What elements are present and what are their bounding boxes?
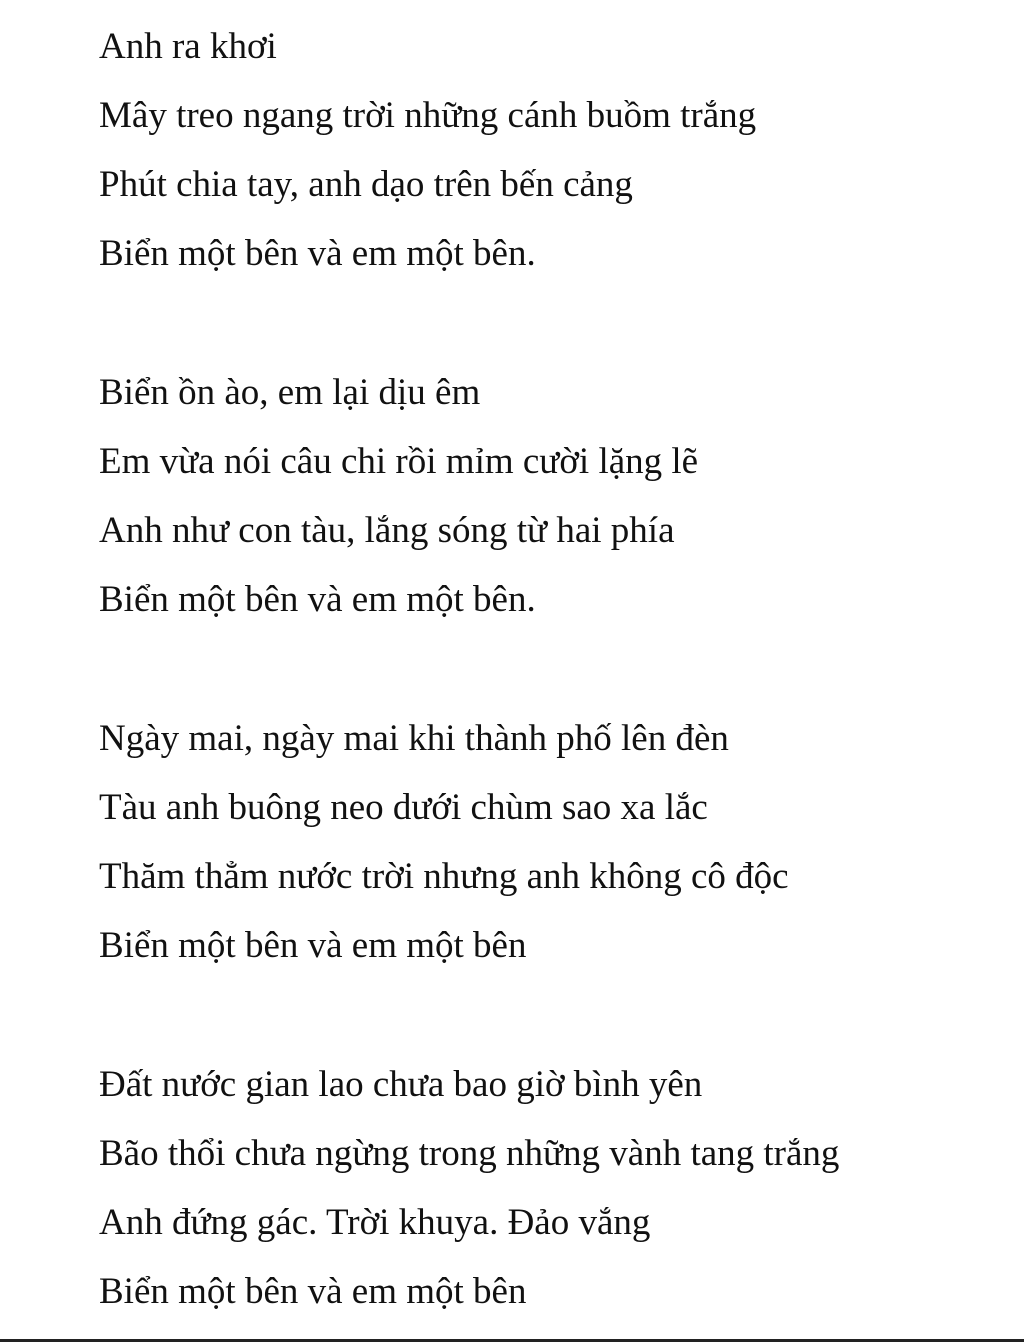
poem-line: Em vừa nói câu chi rồi mỉm cười lặng lẽ	[99, 441, 699, 482]
poem-line: Tàu anh buông neo dưới chùm sao xa lắc	[99, 787, 708, 828]
poem-line: Bão thổi chưa ngừng trong những vành tang trắng	[99, 1133, 840, 1174]
poem-line: Biển một bên và em một bên	[99, 1271, 527, 1312]
poem-line: Biển một bên và em một bên.	[99, 233, 536, 274]
stanza-4	[99, 1057, 999, 1333]
stanza-2	[99, 365, 999, 641]
stanza-3	[99, 711, 999, 987]
poem-text	[99, 19, 999, 1333]
poem-line: Biển một bên và em một bên	[99, 925, 527, 966]
poem-line: Biển một bên và em một bên.	[99, 579, 536, 620]
poem-line: Anh đứng gác. Trời khuya. Đảo vắng	[99, 1202, 651, 1243]
poem-line: Mây treo ngang trời những cánh buồm trắng	[99, 95, 757, 136]
poem-line: Biển ồn ào, em lại dịu êm	[99, 372, 481, 413]
poem-line: Phút chia tay, anh dạo trên bến cảng	[99, 164, 633, 205]
poem-line: Anh như con tàu, lắng sóng từ hai phía	[99, 510, 675, 551]
poem-line: Ngày mai, ngày mai khi thành phố lên đèn	[99, 718, 729, 759]
poem-line: Thăm thẳm nước trời nhưng anh không cô độc	[99, 856, 789, 897]
stanza-1	[99, 19, 999, 295]
poem-line: Đất nước gian lao chưa bao giờ bình yên	[99, 1064, 703, 1105]
poem-line: Anh ra khơi	[99, 26, 277, 67]
